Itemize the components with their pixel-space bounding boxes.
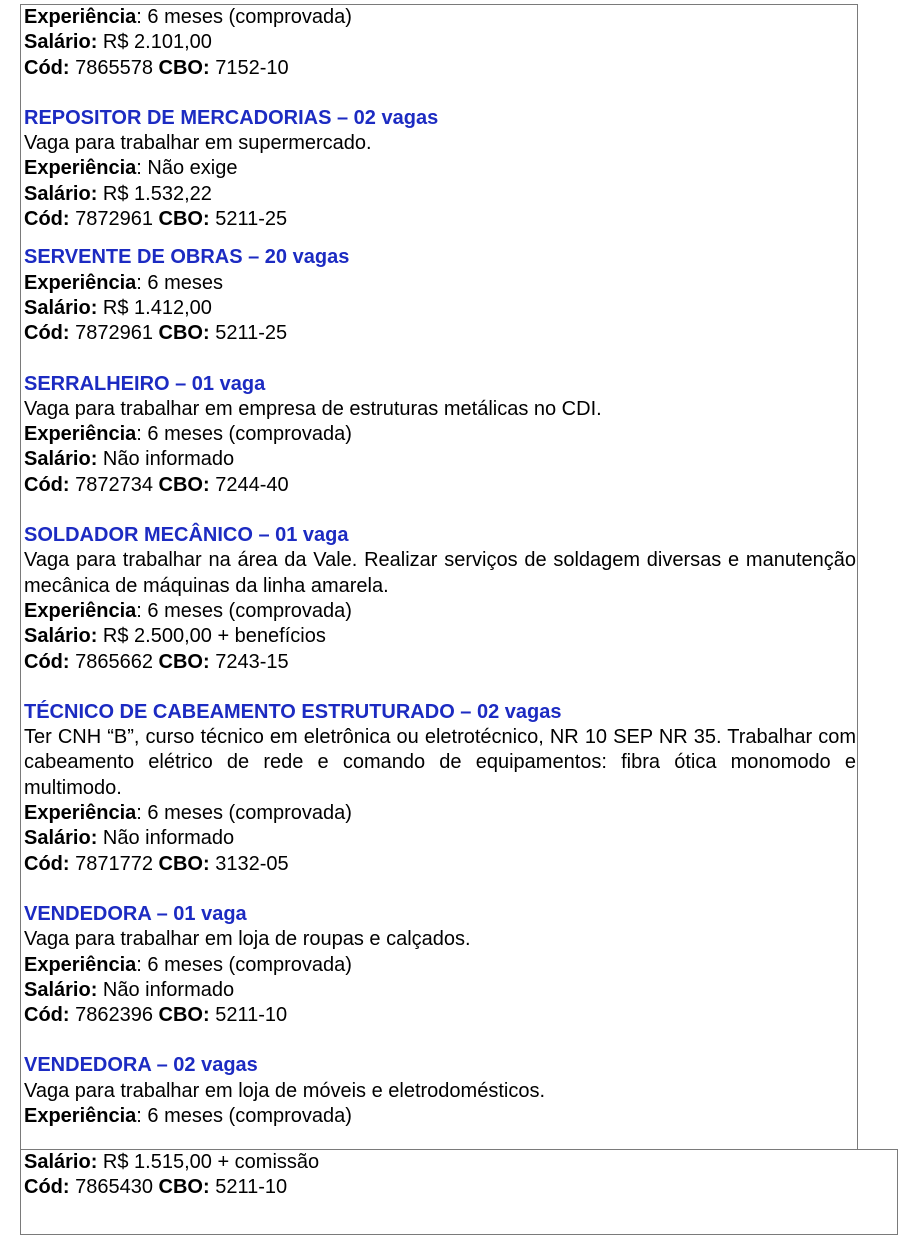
salary-line: Salário: R$ 1.515,00 + comissão <box>24 1151 320 1173</box>
job-title: VENDEDORA – 01 vaga <box>24 902 247 925</box>
job-description: Vaga para trabalhar em loja de móveis e eletrodomésticos. <box>24 1079 546 1102</box>
experience-line: Experiência: 6 meses (comprovada) <box>24 599 352 622</box>
job-title: TÉCNICO DE CABEAMENTO ESTRUTURADO – 02 vagas <box>24 700 562 723</box>
experience-line: Experiência: 6 meses <box>24 271 223 294</box>
salary-line: Salário: R$ 2.500,00 + benefícios <box>24 625 326 648</box>
job-description: Ter CNH “B”, curso técnico em eletrônica ou eletrotécnico, NR 10 SEP NR 35. Trabalhar com cabeamento elétrico de rede e comando de equipamentos: fibra ótica monomodo e multimodo. <box>24 726 856 799</box>
salary-line: Salário: Não informado <box>24 448 235 471</box>
job-entry <box>24 106 856 232</box>
code-line: Cód: 7865430 CBO: 5211-10 <box>24 1176 288 1199</box>
job-description: Vaga para trabalhar em empresa de estruturas metálicas no CDI. <box>24 397 602 420</box>
experience-line: Experiência: 6 meses (comprovada) <box>24 1104 352 1127</box>
job-title: SERVENTE DE OBRAS – 20 vagas <box>24 246 350 269</box>
job-entry <box>24 902 856 1028</box>
code-line: Cód: 7871772 CBO: 3132-05 <box>24 852 289 875</box>
code-line: Cód: 7872961 CBO: 5211-25 <box>24 208 288 231</box>
job-entry-continued <box>24 1150 856 1201</box>
job-entry <box>24 523 856 675</box>
experience-line: Experiência: 6 meses (comprovada) <box>24 423 352 446</box>
salary-line: Salário: Não informado <box>24 827 235 850</box>
job-description: Vaga para trabalhar na área da Vale. Realizar serviços de soldagem diversas e manutenção mecânica de máquinas da linha amarela. <box>24 549 856 597</box>
salary-line: Salário: R$ 1.412,00 <box>24 296 212 319</box>
job-title: VENDEDORA – 02 vagas <box>24 1054 258 1077</box>
code-line: Cód: 7862396 CBO: 5211-10 <box>24 1004 288 1027</box>
experience-line: Experiência: 6 meses (comprovada) <box>24 953 352 976</box>
job-title: REPOSITOR DE MERCADORIAS – 02 vagas <box>24 106 439 129</box>
salary-line: Salário: Não informado <box>24 978 235 1001</box>
job-title: SERRALHEIRO – 01 vaga <box>24 372 266 395</box>
experience-line: Experiência: 6 meses (comprovada) <box>24 6 352 28</box>
code-line: Cód: 7872961 CBO: 5211-25 <box>24 322 288 345</box>
experience-line: Experiência: Não exige <box>24 157 238 180</box>
code-line: Cód: 7865578 CBO: 7152-10 <box>24 56 289 79</box>
job-entry <box>24 245 856 346</box>
job-listing-content <box>24 5 856 1129</box>
salary-line: Salário: R$ 1.532,22 <box>24 182 212 205</box>
job-entry <box>24 700 856 877</box>
job-description: Vaga para trabalhar em supermercado. <box>24 132 372 155</box>
job-entry <box>24 1053 856 1129</box>
experience-line: Experiência: 6 meses (comprovada) <box>24 802 352 825</box>
code-line: Cód: 7872734 CBO: 7244-40 <box>24 473 289 496</box>
code-line: Cód: 7865662 CBO: 7243-15 <box>24 650 289 673</box>
salary-line: Salário: R$ 2.101,00 <box>24 31 212 54</box>
job-entry-previous <box>24 5 856 81</box>
job-title: SOLDADOR MECÂNICO – 01 vaga <box>24 524 349 547</box>
job-description: Vaga para trabalhar em loja de roupas e calçados. <box>24 928 471 951</box>
job-entry <box>24 372 856 498</box>
